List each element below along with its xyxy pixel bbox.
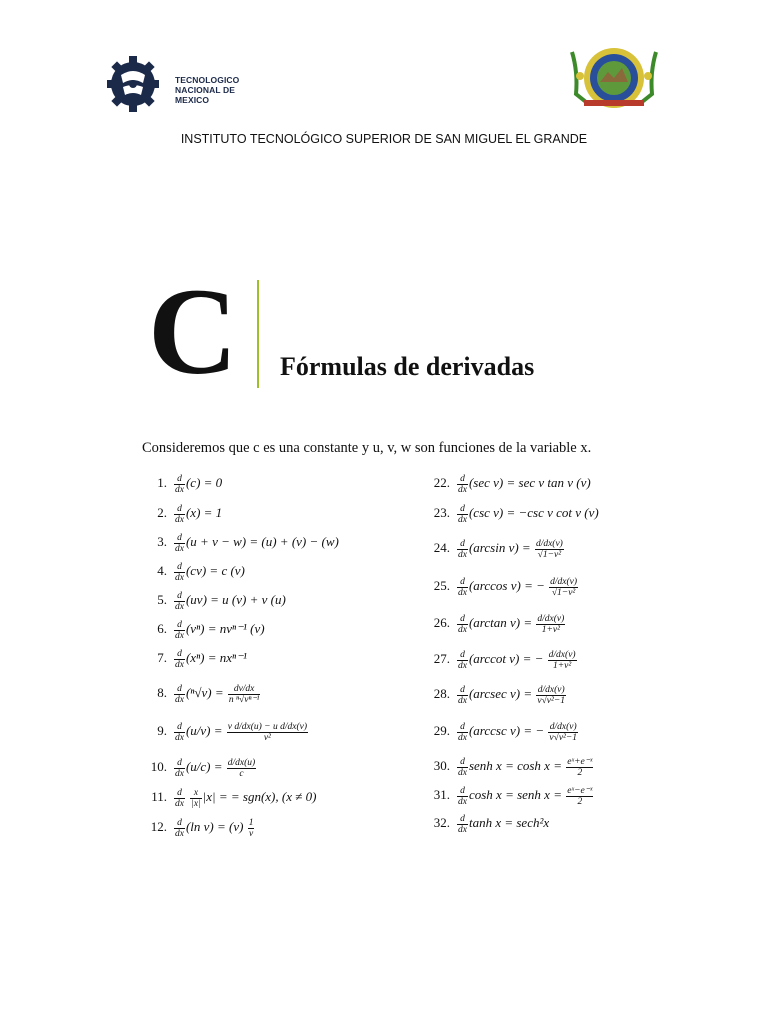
tecnm-logo-line1: TECNOLOGICO [175,75,240,85]
tecnm-logo-line2: NACIONAL DE MEXICO [175,85,235,105]
formula-number: 1. [157,475,167,490]
formula-5: 5. $\frac{d}{dx}$ (uv) = u (v) + v (u) [157,590,286,612]
formula-32: 32. $\frac{d}{dx}$ tanh x = sech²x [433,813,550,835]
formula-31: 31. $\frac{d}{dx}$ cosh x = senh x = $\frac{\text{eˣ−e⁻ˣ}}{2}$ [433,785,593,807]
institute-name: INSTITUTO TECNOLÓGICO SUPERIOR DE SAN MIGUEL EL GRANDE [180,132,588,146]
formula-4: 4. $\frac{d}{dx}$ (cv) = c (v) [157,561,245,583]
institute-seal [566,42,662,114]
formula-26: 26. $\frac{d}{dx}$ (arctan v) = $\frac{d/dx(v)}{\text{1+v²}}$ [433,613,565,635]
chapter-divider [257,280,259,388]
formula-22: 22. $\frac{d}{dx}$ (sec v) = sec v tan v (v) [433,473,591,495]
formula-29: 29. $\frac{d}{dx}$ (arccsc v) = − $\frac{d/dx(v)}{\text{v√v²−1}}$ [433,721,578,743]
formula-2: 2. $\frac{d}{dx}$ (x) = 1 [157,503,223,525]
formula-11: 11. $\frac{d}{dx}$ $\frac{x}{|x|}$ |x| = = sgn(x), (x ≠ 0) [151,787,317,809]
tecnm-logo [107,55,257,113]
formula-3: 3. $\frac{d}{dx}$ (u + v − w) = (u) + (v) − (w) [157,532,339,554]
formula-10: 10. $\frac{d}{dx}$ (u/c) = $\frac{d/dx(u)}{c}$ [150,757,256,779]
chapter-letter: C [148,263,238,400]
formula-27: 27. $\frac{d}{dx}$ (arccot v) = − $\frac{d/dx(v)}{\text{1+v²}}$ [433,649,576,671]
tecnm-gear-icon [107,55,171,113]
formula-1 [145,472,222,494]
institute-seal-icon [566,42,662,114]
formula-6: 6. $\frac{d}{dx}$ (vⁿ) = nvⁿ⁻¹ (v) [157,619,265,641]
derivative-operator: $\frac{d}{dx}$ [175,473,184,495]
formula-9: 9. $\frac{d}{dx}$ (u/v) = $\frac{\text{v d/dx(u) − u d/dx(v)}}{\text{v²}}$ [157,721,307,743]
formula-30: 30. $\frac{d}{dx}$ senh x = cosh x = $\frac{\text{eˣ+e⁻ˣ}}{2}$ [433,756,593,778]
intro-text: Consideremos que c es una constante y u, v, w son funciones de la variable x. [142,440,592,456]
formula-12: 12. $\frac{d}{dx}$ (ln v) = (v) $\frac{1}{v}$ [150,817,254,839]
formula-expression: (c) = 0 [185,475,223,490]
formula-25: 25. $\frac{d}{dx}$ (arccos v) = − $\frac{d/dx(v)}{\text{√1−v²}}$ [433,576,578,598]
formula-8: 8. $\frac{d}{dx}$ (ⁿ√v) = $\frac{dv/dx}{\text{n ⁿ√vⁿ⁻¹}}$ [157,683,260,705]
formula-28: 28. $\frac{d}{dx}$ (arcsec v) = $\frac{d/dx(v)}{\text{v√v²−1}}$ [433,684,566,706]
formula-23: 23. $\frac{d}{dx}$ (csc v) = −csc v cot v (v) [433,503,599,525]
chapter-title: Fórmulas de derivadas [280,352,535,381]
formula-24: 24. $\frac{d}{dx}$ (arcsin v) = $\frac{d/dx(v)}{\text{√1−v²}}$ [433,538,563,560]
formula-7: 7. $\frac{d}{dx}$ (xⁿ) = nxⁿ⁻¹ [157,648,247,670]
